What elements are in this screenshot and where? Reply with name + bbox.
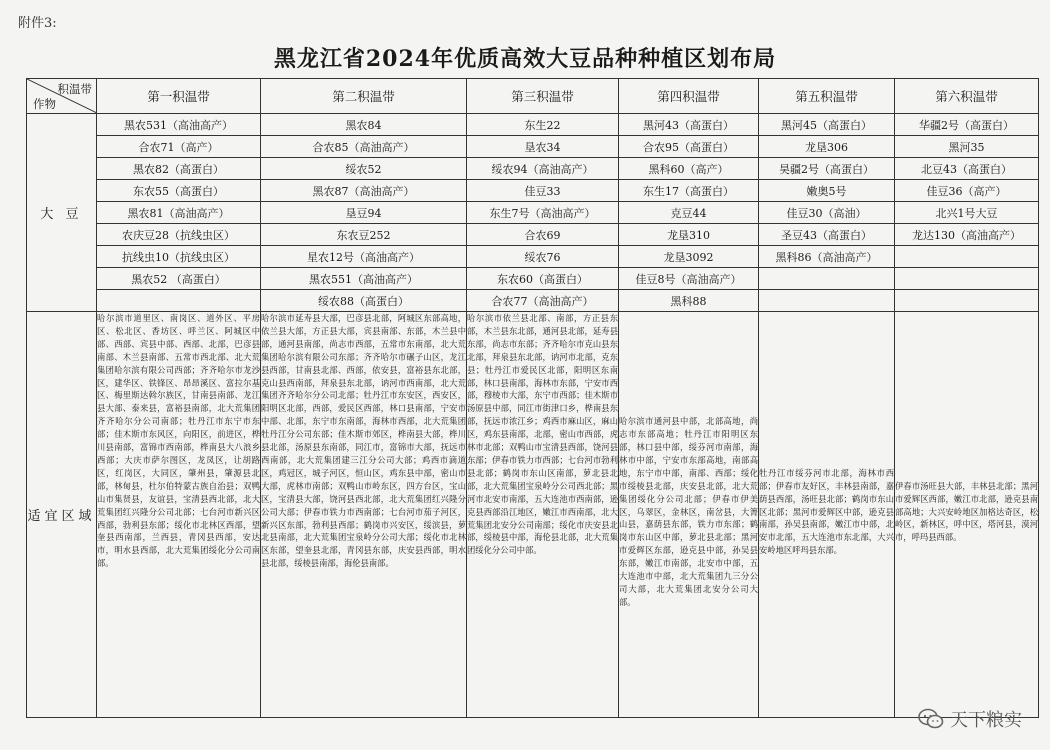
variety-cell [759,290,895,312]
region-text-6: 伊春市汤旺县大部，丰林县北部；黑河市爱辉区西部，嫩江市北部，逊克县南部高地；大兴安岭地区加格达奇区，松岭区，新林区，呼中区，塔河县，漠河市，呼玛县西部。 [895,480,1038,543]
variety-cell: 黑农531（高油高产） [97,114,261,136]
variety-cell: 垦豆94 [261,202,467,224]
corner-top-label: 积温带 [57,82,92,96]
region-cell-5 [759,312,895,718]
variety-cell: 绥农52 [261,158,467,180]
variety-cell: 东农豆252 [261,224,467,246]
variety-cell: 黑农52 （高蛋白） [97,268,261,290]
region-label: 适宜区域 [27,312,97,718]
variety-cell: 合农77（高油高产） [467,290,619,312]
region-cell-3 [467,312,619,718]
variety-row [27,224,1039,246]
variety-cell: 黑农84 [261,114,467,136]
variety-cell: 龙垦310 [619,224,759,246]
variety-cell: 垦农34 [467,136,619,158]
variety-cell: 东生17（高蛋白） [619,180,759,202]
variety-cell: 抗线虫10（抗线虫区） [97,246,261,268]
header-row [27,79,1039,114]
corner-bottom-label: 作物 [33,97,56,111]
region-text-4: 哈尔滨市通河县中部，北部高地，尚志市东部高地；牡丹江市阳明区东部，林口县中部，绥芬河市南部，海林市中部，宁安市东部高地，南部高地，东宁市中部，南部、西部；绥化市绥棱县北部，庆安县北部，北大荒集团绥化分公司北部；伊春市伊美区，乌翠区，金林区，南岔县，大箐山县，嘉荫县东部，铁力市东部；鹤岗市东山区中部，萝北县北部；黑河市爱辉区东部，逊克县中部，孙吴县东部，嫩江市南部，北安市中部，五大连池市中部，北大荒集团九三分公司大部，北大荒集团北安分公司大部。 [619,416,758,607]
variety-cell: 龙达130（高油高产） [895,224,1039,246]
variety-cell: 圣豆43（高蛋白） [759,224,895,246]
variety-cell [759,268,895,290]
region-text-1: 哈尔滨市道里区、南岗区、道外区、平房区、松北区、香坊区、呼兰区、阿城区中部、西部、宾县中部、西部、北部，巴彦县南部、木兰县南部、五常市西北部、北大荒集团哈尔滨有限公司西部；齐齐哈尔市龙沙区，建华区、铁锋区、昂昂溪区、富拉尔基区、梅里斯达斡尔族区，甘南县南部、龙江县大部、泰来县，富裕县南部，北大荒集团齐齐哈尔分公司南部；牡丹江市东宁市东部；佳木斯市东风区，向阳区，前进区，桦川县南部，富锦市西南部，桦南县大八浪乡西部；大庆市萨尔图区，龙凤区，让胡路区，红岗区，大同区，肇州县，肇源县北部，林甸县，杜尔伯特蒙古族自治县；双鸭山市集贤县，友谊县，宝清县西北部，北大荒集团红兴隆分公司北部；七台河市新兴区西部，勃利县东部；绥化市北林区西部，望奎县西南部，兰西县，青冈县西部，安达市，明水县西部，北大荒集团绥化分公司南部。 [97,313,260,569]
variety-cell: 佳豆36（高产） [895,180,1039,202]
zone-header-1: 第一积温带 [97,79,261,114]
crop-label: 大 豆 [27,114,97,312]
variety-cell: 克豆44 [619,202,759,224]
variety-cell [895,268,1039,290]
wechat-icon [918,708,944,730]
region-cell-1 [97,312,261,718]
variety-row [27,180,1039,202]
variety-cell: 北兴1号大豆 [895,202,1039,224]
watermark-text: 天下粮实 [950,710,1022,731]
variety-cell: 绥农94（高油高产） [467,158,619,180]
variety-cell: 黑科88 [619,290,759,312]
variety-cell: 东农55（高蛋白） [97,180,261,202]
variety-cell: 东生22 [467,114,619,136]
variety-cell: 黑农81（高油高产） [97,202,261,224]
region-row [27,312,1039,718]
region-cell-2 [261,312,467,718]
variety-cell: 黑河35 [895,136,1039,158]
variety-cell: 合农71（高产） [97,136,261,158]
variety-cell: 东生7号（高油高产） [467,202,619,224]
variety-row [27,246,1039,268]
variety-cell [97,290,261,312]
variety-cell: 黑科60（高产） [619,158,759,180]
region-cell-4 [619,312,759,718]
variety-cell: 合农95（高蛋白） [619,136,759,158]
variety-row [27,268,1039,290]
annex-label: 附件3: [18,16,57,31]
variety-cell: 黑农87（高油高产） [261,180,467,202]
region-text-2: 哈尔滨市延寿县大部，巴彦县北部，阿城区东部高地，依兰县大部，方正县大部，宾县南部、东部，木兰县中部，通河县南部，尚志市西部，五常市东南部，北大荒集团哈尔滨有限公司东部；齐齐哈尔市碾子山区，龙江县西部，甘南县北部、西部，依安县，富裕县东北部，克山县西南部，拜泉县东北部，讷河市西南部，北大荒集团齐齐哈尔分公司北部；牡丹江市东安区，西安区，阳明区北部，西部，爱民区西部，林口县南部，宁安市中部、北部，东宁市东南部，海林市西部，北大荒集团牡丹江分公司东部；佳木斯市郊区，桦南县大部，桦川县北部，汤原县东南部，同江市，富锦市大部，抚远市西南部，北大荒集团建三江分公司大部；鸡西市滴道区，鸡冠区，城子河区，恒山区，鸡东县中部，密山市大部，虎林市南部；双鸭山市岭东区，四方台区，宝山区，宝清县大部，饶河县西北部，北大荒集团红兴隆分公司大部；伊春市铁力市西南部；七台河市茄子河区，新兴区东部，勃利县西部；鹤岗市兴安区，绥滨县，萝北县南部，北大荒集团宝泉岭分公司大部；绥化市北林区东部，望奎县北部，青冈县东部，庆安县西部，明水县北部，绥棱县南部，海伦县南部。 [261,313,466,569]
variety-cell: 昊疆2号（高蛋白） [759,158,895,180]
variety-row [27,290,1039,312]
variety-cell: 农庆豆28（抗线虫区） [97,224,261,246]
variety-cell: 绥农88（高蛋白） [261,290,467,312]
variety-row [27,158,1039,180]
planting-zone-table [26,78,1039,718]
variety-cell: 龙垦3092 [619,246,759,268]
region-text-3: 哈尔滨市依兰县北部、南部，方正县东部，木兰县东北部，通河县北部，延寿县东部，尚志市东部；齐齐哈尔市克山县东北部，拜泉县东北部，讷河市北部，克东县；牡丹江市爱民区北部，阳明区东南部，林口县南部，海林市东部，宁安市西部，穆棱市大部，东宁市西部；佳木斯市汤原县中部，同江市街津口乡，桦南县东部，抚远市浓江乡；鸡西市麻山区，麻山区，鸡东县南部，北部，密山市西部，虎林市北部；双鸭山市宝清县西部，饶河县东部；伊春市铁力市西部；七台河市勃利县北部；鹤岗市东山区南部，萝北县北部，北大荒集团宝泉岭分公司西北部；黑河市北安市南部，五大连池市西南部，逊克县西部沿江地区，嫩江市西南部，北大荒集团北安分公司南部；绥化市庆安县北部，绥棱县中部，海伦县北部，北大荒集团绥化分公司中部。 [467,313,618,556]
variety-cell: 嫩奥5号 [759,180,895,202]
variety-cell: 佳豆8号（高油高产） [619,268,759,290]
corner-cell [27,79,97,114]
variety-cell: 佳豆33 [467,180,619,202]
variety-cell: 黑农551（高油高产） [261,268,467,290]
variety-cell: 北豆43（高蛋白） [895,158,1039,180]
zone-header-2: 第二积温带 [261,79,467,114]
region-text-5: 牡丹江市绥芬河市北部，海林市西部；伊春市友好区，丰林县南部，嘉荫县西部，汤旺县北部；鹤岗市东山区北部；黑河市爱辉区中部，逊克县南部，孙吴县南部，嫩江市中部，北安市北部，五大连池市东北部，大兴安岭地区呼玛县东部。 [759,467,894,556]
zone-header-4: 第四积温带 [619,79,759,114]
variety-cell: 东农60（高蛋白） [467,268,619,290]
variety-cell [895,290,1039,312]
zone-header-3: 第三积温带 [467,79,619,114]
zone-header-5: 第五积温带 [759,79,895,114]
variety-row [27,202,1039,224]
zone-header-6: 第六积温带 [895,79,1039,114]
variety-cell: 黑河43（高蛋白） [619,114,759,136]
variety-row [27,114,1039,136]
variety-cell [895,246,1039,268]
variety-cell: 黑河45（高蛋白） [759,114,895,136]
variety-cell: 佳豆30（高油） [759,202,895,224]
page-title: 黑龙江省2024年优质高效大豆品种种植区划布局 [273,46,777,72]
variety-row [27,136,1039,158]
variety-cell: 华疆2号（高蛋白） [895,114,1039,136]
watermark [918,706,1022,732]
region-cell-6 [895,312,1039,718]
variety-cell: 绥农76 [467,246,619,268]
variety-cell: 黑农82（高蛋白） [97,158,261,180]
variety-cell: 龙垦306 [759,136,895,158]
variety-cell: 合农69 [467,224,619,246]
variety-cell: 星农12号（高油高产） [261,246,467,268]
variety-cell: 黑科86（高油高产） [759,246,895,268]
variety-cell: 合农85（高油高产） [261,136,467,158]
